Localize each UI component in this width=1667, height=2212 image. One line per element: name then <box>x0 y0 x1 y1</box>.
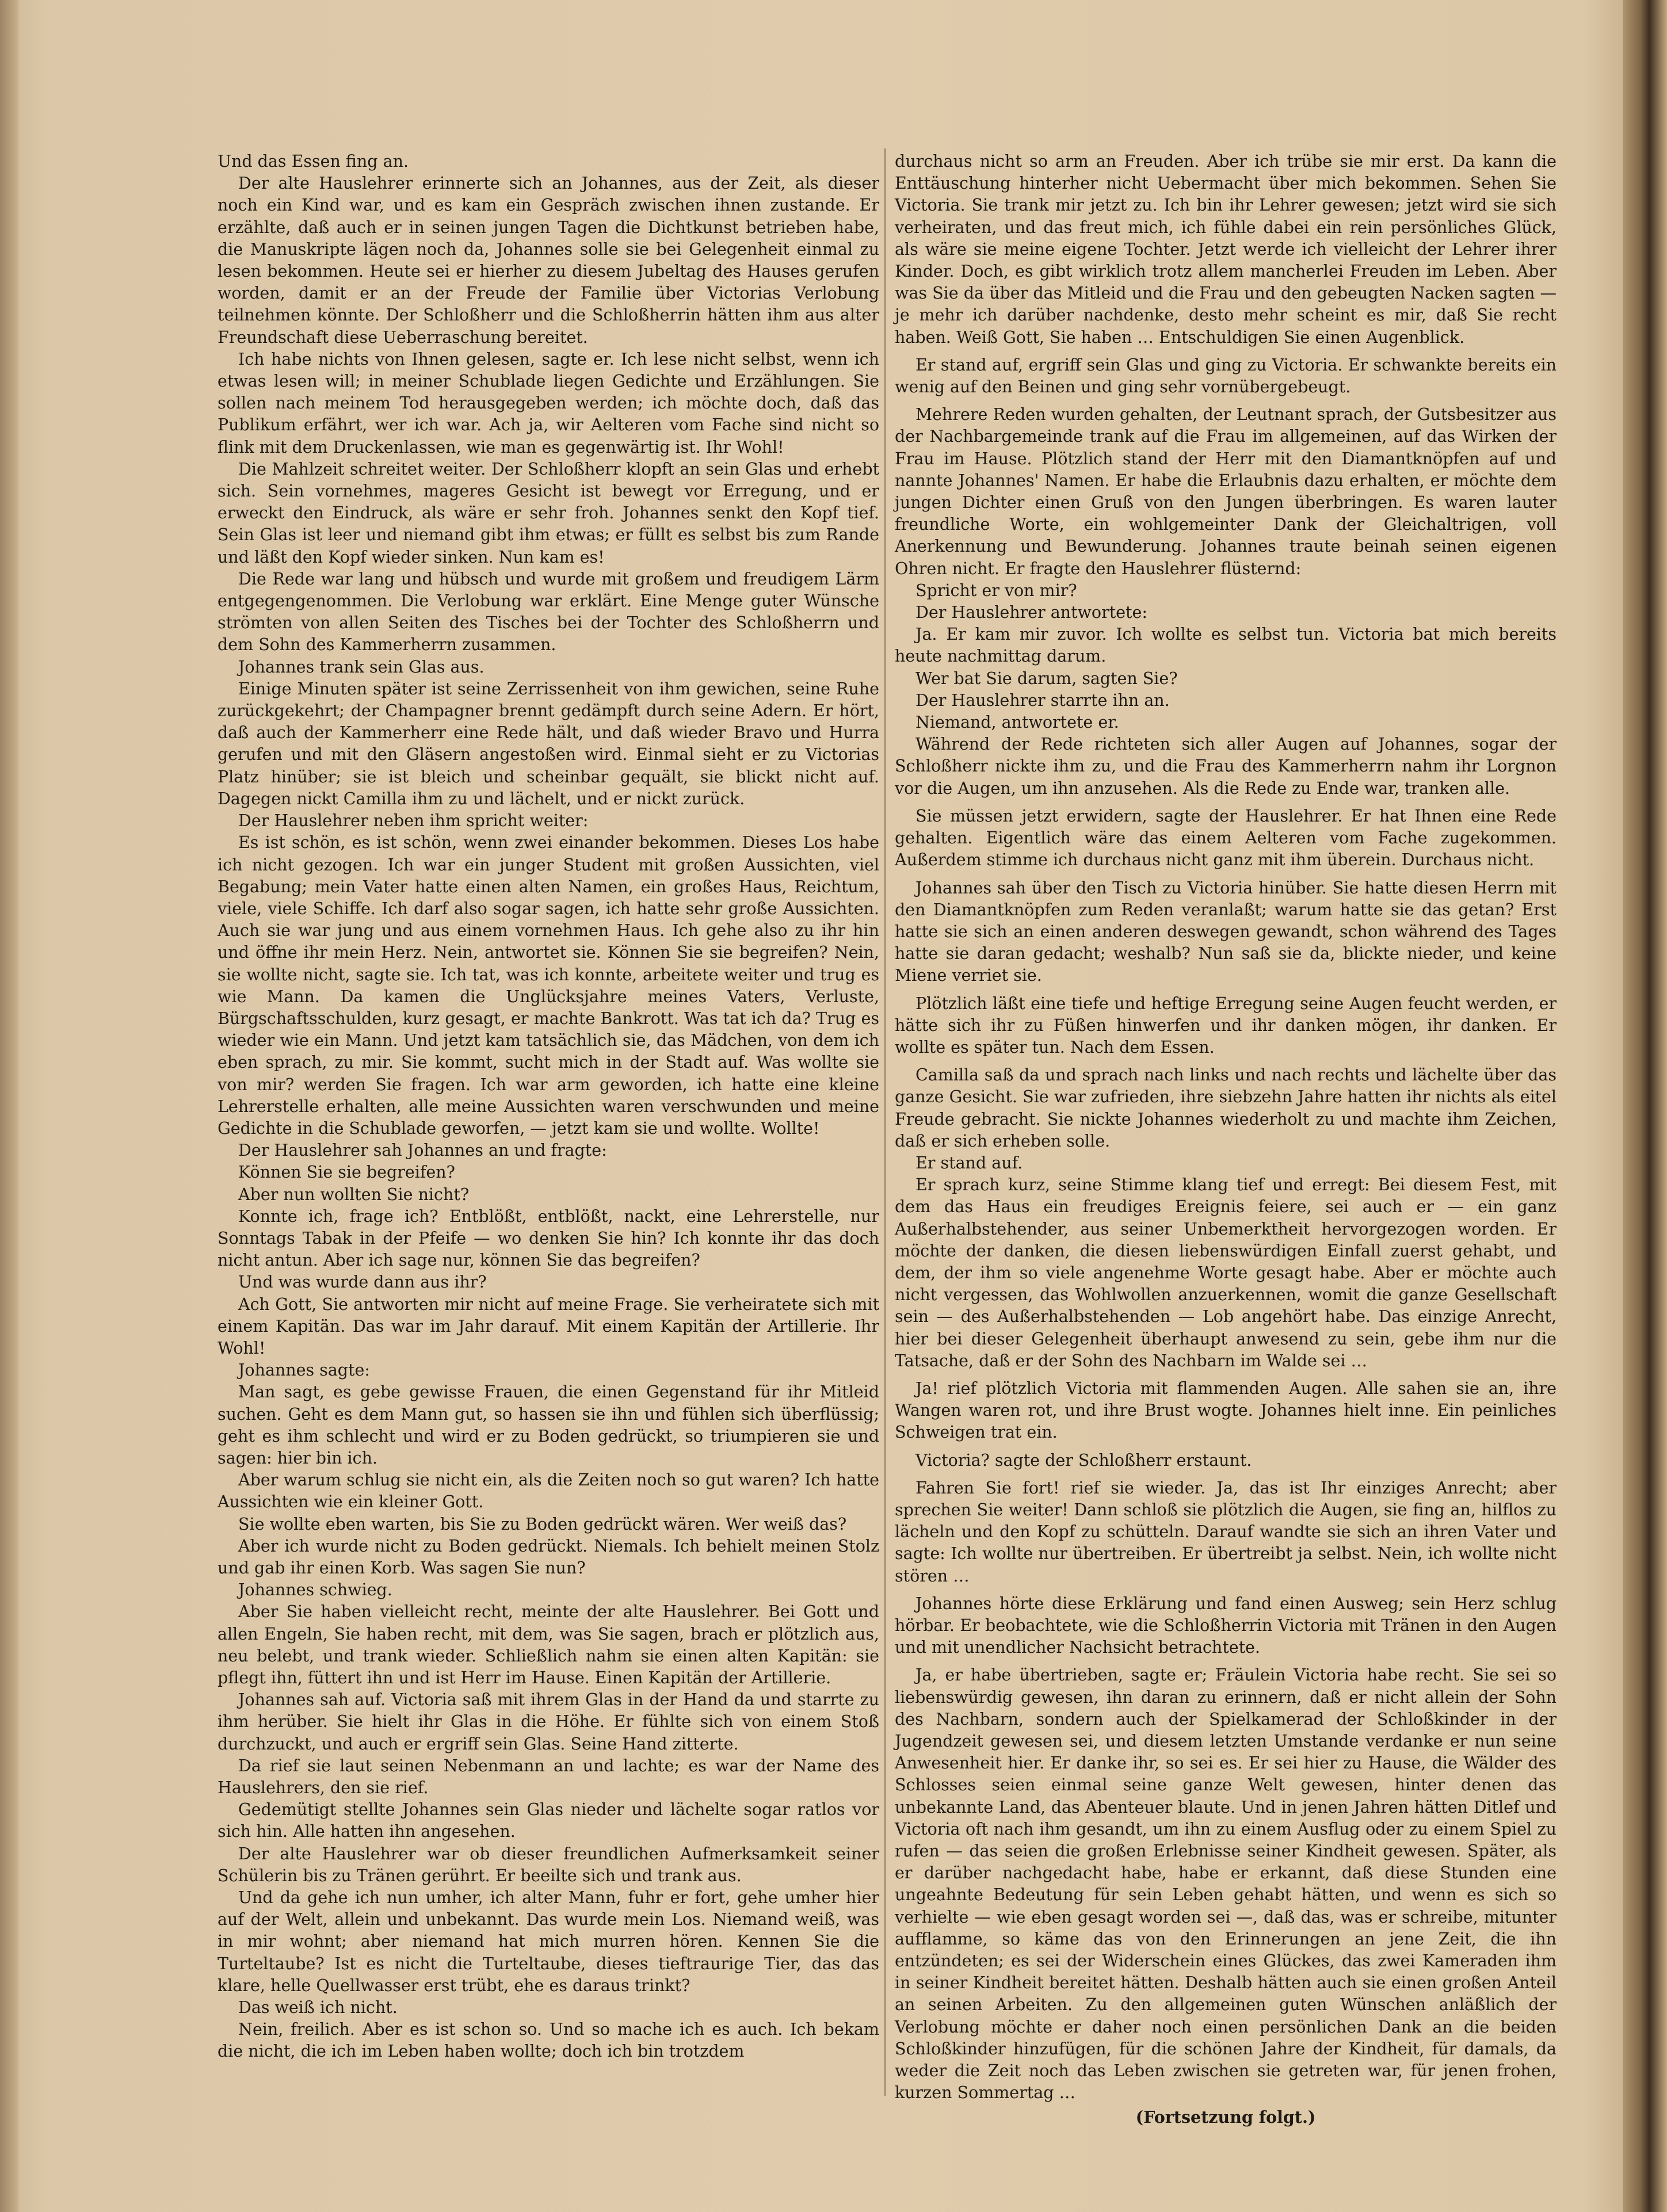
paragraph: Er sprach kurz, seine Stimme klang tief und erregt: Bei diesem Fest, mit dem das Haus ein freudiges Ereignis feiere, sei auch er — ein ganz Außerhalbstehender, aus seiner Unbemerktheit hervorgezogen worden. Er möchte der danken, die diesen liebenswürdigen Einfall zuerst gehabt, und dem, der ihm so viele angenehme Worte gesagt habe. Aber er möchte auch nicht vergessen, das Wohlwollen anzuerkennen, womit die ganze Gesellschaft sein — des Außerhalbstehenden — Lob angehört habe. Das einzige Anrecht, hier bei dieser Gelegenheit überhaupt anwesend zu sein, gebe ihm nur die Tatsache, daß er der Sohn des Nachbarn im Walde sei … <box>895 1175 1557 1370</box>
paragraph: Das weiß ich nicht. <box>238 1998 398 2018</box>
paragraph: Johannes sah über den Tisch zu Victoria hinüber. Sie hatte diesen Herrn mit den Diamantknöpfen zum Reden veranlaßt; warum hatte sie das getan? Erst hatte sie sich an einen anderen deswegen gewandt, schon während des Tages hatte sie daran gedacht; weshalb? Nun saß sie da, blickte nieder, und keine Miene verriet sie. <box>895 878 1557 985</box>
paragraph: Aber Sie haben vielleicht recht, meinte der alte Hauslehrer. Bei Gott und allen Engeln, Sie haben recht, mit dem, was Sie sagen, brach er plötzlich aus, neu belebt, und trank wieder. Schließlich nahm sie einen alten Kapitän: sie pflegt ihn, füttert ihn und ist Herr im Hause. Einen Kapitän der Artillerie. <box>218 1602 879 1688</box>
paragraph: Während der Rede richteten sich aller Augen auf Johannes, sogar der Schloßherr nickte ihm zu, und die Frau des Kammerherrn nahm ihr Lorgnon vor die Augen, um ihn anzusehen. Als die Rede zu Ende war, tranken alle. <box>895 735 1557 798</box>
paragraph: Sie müssen jetzt erwidern, sagte der Hauslehrer. Er hat Ihnen eine Rede gehalten. Eigentlich wäre das einem Aelteren vom Fache zugekommen. Außerdem stimme ich durchaus nicht ganz mit ihm überein. Durchaus nicht. <box>895 806 1557 870</box>
paragraph: Camilla saß da und sprach nach links und nach rechts und lächelte über das ganze Gesicht. Sie war zufrieden, ihre siebzehn Jahre hatten ihr nichts als eitel Freude gebracht. Sie nickte Johannes wiederholt zu und machte ihm Zeichen, daß er sich erheben solle. <box>895 1065 1557 1151</box>
paragraph: Konnte ich, frage ich? Entblößt, entblößt, nackt, eine Lehrerstelle, nur Sonntags Tabak in der Pfeife — wo denken Sie hin? Ich konnte ihr das doch nicht antun. Aber ich sage nur, können Sie das begreifen? <box>218 1206 879 1270</box>
paragraph: Und da gehe ich nun umher, ich alter Mann, fuhr er fort, gehe umher hier auf der Welt, allein und unbekannt. Das wurde mein Los. Niemand weiß, was in mir wohnt; aber niemand hat mich murren hören. Kennen Sie die Turteltaube? Ist es nicht die Turteltaube, dieses tieftraurige Tier, das das klare, helle Quellwasser erst trübt, ehe es daraus trinkt? <box>218 1888 879 1995</box>
paragraph: Ja. Er kam mir zuvor. Ich wollte es selbst tun. Victoria bat mich bereits heute nachmittag darum. <box>895 625 1557 666</box>
column-divider <box>884 148 886 2096</box>
paragraph: Ja! rief plötzlich Victoria mit flammenden Augen. Alle sahen sie an, ihre Wangen waren rot, und ihre Brust wogte. Johannes hielt inne. Ein peinliches Schweigen trat ein. <box>895 1378 1557 1442</box>
left-text-column <box>218 151 879 2063</box>
paragraph: Johannes trank sein Glas aus. <box>238 657 485 677</box>
paragraph: Ja, er habe übertrieben, sagte er; Fräulein Victoria habe recht. Sie sei so liebenswürdig gewesen, ihn daran zu erinnern, daß er nicht allein der Sohn des Nachbarn, sondern auch der Spielkamerad der Schloßkinder in der Jugendzeit gewesen sei, und diesem letzten Umstande verdanke er nun seine Anwesenheit hier. Er danke ihr, so sei es. Er sei hier zu Hause, die Wälder des Schlosses seien einmal seine ganze Welt gewesen, hinter denen das unbekannte Land, das Abenteuer blaute. Und in jenen Jahren hätten Ditlef und Victoria oft nach ihm gesandt, um ihn zu einem Ausflug oder zu einem Spiel zu rufen — das seien die großen Erlebnisse seiner Kindheit gewesen. Später, als er darüber nachgedacht habe, habe er erkannt, daß diese Stunden eine ungeahnte Bedeutung für sein Leben gehabt hätten, und wenn es sich so verhielte — wie eben gesagt worden sei —, daß das, was er schreibe, mitunter aufflamme, so käme das von den Erinnerungen an jene Zeit, die ihn entzündeten; es sei der Widerschein eines Glückes, das zwei Kameraden ihm in seiner Kindheit bereitet hätten. Deshalb hätten auch sie einen großen Anteil an seinen Arbeiten. Zu den allgemeinen guten Wünschen anläßlich der Verlobung möchte er daher noch einen persönlichen Dank an die beiden Schloßkinder hinzufügen, für die schönen Jahre der Kindheit, für damals, da weder die Zeit noch das Leben zwischen sie getreten war, für jenen frohen, kurzen Sommertag … <box>895 1665 1557 2103</box>
paragraph: durchaus nicht so arm an Freuden. Aber ich trübe sie mir erst. Da kann die Enttäuschung hinterher nicht Uebermacht über mich bekommen. Sehen Sie Victoria. Sie trank mir jetzt zu. Ich bin ihr Lehrer gewesen; jetzt wird sie sich verheiraten, und das freut mich, ich fühle dabei ein rein persönliches Glück, als wäre sie meine eigene Tochter. Jetzt werde ich vielleicht der Lehrer ihrer Kinder. Doch, es gibt wirklich trotz allem mancherlei Freuden im Leben. Aber was Sie da über das Mitleid und die Frau und den gebeugten Nacken sagten — je mehr ich darüber nachdenke, desto mehr scheint es mir, daß Sie recht haben. Weiß Gott, Sie haben … Entschuldigen Sie einen Augenblick. <box>895 152 1557 347</box>
paragraph: Fahren Sie fort! rief sie wieder. Ja, das ist Ihr einziges Anrecht; aber sprechen Sie weiter! Dann schloß sie plötzlich die Augen, sie fing an, hilflos zu lächeln und den Kopf zu schütteln. Darauf wandte sie sich an ihren Vater und sagte: Ich wollte nur übertreiben. Er übertreibt ja selbst. Nein, ich wollte nicht stören … <box>895 1478 1557 1586</box>
paragraph: Victoria? sagte der Schloßherr erstaunt. <box>915 1450 1252 1470</box>
paragraph: Können Sie sie begreifen? <box>238 1163 455 1182</box>
book-spine-edge <box>1623 0 1667 2212</box>
paragraph: Der Hauslehrer sah Johannes an und fragte: <box>238 1141 607 1160</box>
continuation-note: (Fortsetzung folgt.) <box>1135 2107 1316 2127</box>
paragraph: Aber ich wurde nicht zu Boden gedrückt. Niemals. Ich behielt meinen Stolz und gab ihr einen Korb. Was sagen Sie nun? <box>218 1536 879 1577</box>
paragraph: Und was wurde dann aus ihr? <box>238 1273 487 1292</box>
paragraph: Mehrere Reden wurden gehalten, der Leutnant sprach, der Gutsbesitzer aus der Nachbargemeinde trank auf die Frau im allgemeinen, auf das Wirken der Frau im Hause. Plötzlich stand der Herr mit den Diamantknöpfen auf und nannte Johannes' Namen. Er habe die Erlaubnis dazu erhalten, er möchte dem jungen Dichter einen Gruß von den Jungen überbringen. Es waren lauter freundliche Worte, ein wohlgemeinter Dank der Gleichaltrigen, voll Anerkennung und Bewunderung. Johannes traute beinah seinen eigenen Ohren nicht. Er fragte den Hauslehrer flüsternd: <box>895 405 1557 578</box>
paragraph: Die Rede war lang und hübsch und wurde mit großem und freudigem Lärm entgegengenommen. Die Verlobung war erklärt. Eine Menge guter Wünsche strömten von allen Seiten des Tisches bei der Tochter des Schloßherrn und dem Sohn des Kammerherrn zusammen. <box>218 569 879 655</box>
paragraph: Er stand auf. <box>915 1153 1023 1172</box>
paragraph: Johannes sagte: <box>238 1361 370 1380</box>
page-left-edge <box>0 0 18 2212</box>
paragraph: Man sagt, es gebe gewisse Frauen, die einen Gegenstand für ihr Mitleid suchen. Geht es dem Mann gut, so hassen sie ihn und fühlen sich überflüssig; geht es ihm schlecht und wird er zu Boden gedrückt, so triumpieren sie und sagen: hier bin ich. <box>218 1382 879 1468</box>
paragraph: Einige Minuten später ist seine Zerrissenheit von ihm gewichen, seine Ruhe zurückgekehrt; der Champagner brennt gedämpft durch seine Adern. Er hört, daß auch der Kammerherr eine Rede hält, und daß wieder Bravo und Hurra gerufen und mit den Gläsern angestoßen wird. Einmal sieht er zu Victorias Platz hinüber; sie ist bleich und scheinbar gequält, sie blickt nicht auf. Dagegen nickt Camilla ihm zu und lächelt, und er nickt zurück. <box>218 679 879 808</box>
paragraph: Der Hauslehrer starrte ihn an. <box>915 690 1170 710</box>
paragraph: Der Hauslehrer antwortete: <box>915 603 1147 622</box>
paragraph: Wer bat Sie darum, sagten Sie? <box>915 668 1178 688</box>
paragraph: Ach Gott, Sie antworten mir nicht auf meine Frage. Sie verheiratete sich mit einem Kapitän. Das war im Jahr darauf. Mit einem Kapitän der Artillerie. Ihr Wohl! <box>218 1294 879 1358</box>
paragraph: Plötzlich läßt eine tiefe und heftige Erregung seine Augen feucht werden, er hätte sich ihr zu Füßen hinwerfen und ihr danken mögen, ihr danken. Er wollte es später tun. Nach dem Essen. <box>895 994 1557 1057</box>
paragraph: Nein, freilich. Aber es ist schon so. Und so mache ich es auch. Ich bekam die nicht, die ich im Leben haben wollte; doch ich bin trotzdem <box>218 2020 879 2061</box>
paragraph: Der alte Hauslehrer war ob dieser freundlichen Aufmerksamkeit seiner Schülerin bis zu Tränen gerührt. Er beeilte sich und trank aus. <box>218 1844 879 1885</box>
right-text-column <box>895 151 1557 2129</box>
paragraph: Er stand auf, ergriff sein Glas und ging zu Victoria. Er schwankte bereits ein wenig auf den Beinen und ging sehr vornübergebeugt. <box>895 355 1557 397</box>
paragraph: Es ist schön, es ist schön, wenn zwei einander bekommen. Dieses Los habe ich nicht gezogen. Ich war ein junger Student mit großen Aussichten, viel Begabung; mein Vater hatte einen alten Namen, ein großes Haus, Reichtum, viele, viele Schiffe. Ich darf also sogar sagen, ich hatte sehr große Aussichten. Auch sie war jung und aus einem vornehmen Haus. Ich gehe also zu ihr hin und öffne ihr mein Herz. Nein, antwortet sie. Können Sie sie begreifen? Nein, sie wollte nicht, sagte sie. Ich tat, was ich konnte, arbeitete weiter und trug es wie Mann. Da kamen die Unglücksjahre meines Vaters, Verluste, Bürgschaftsschulden, kurz gesagt, er machte Bankrott. Was tat ich da? Trug es wieder wie ein Mann. Und jetzt kam tatsächlich sie, das Mädchen, von dem ich eben sprach, zu mir. Sie kommt, sucht mich in der Stadt auf. Was wollte sie von mir? werden Sie fragen. Ich war arm geworden, ich hatte eine kleine Lehrerstelle erhalten, alle meine Aussichten waren verschwunden und meine Gedichte in die Schublade geworfen, — jetzt kam sie und wollte. Wollte! <box>218 833 879 1138</box>
paragraph: Johannes schwieg. <box>238 1580 392 1600</box>
paragraph: Johannes sah auf. Victoria saß mit ihrem Glas in der Hand da und starrte zu ihm herüber. Sie hielt ihr Glas in die Höhe. Er fühlte sich von einem Stoß durchzuckt, und auch er ergriff sein Glas. Seine Hand zitterte. <box>218 1690 879 1753</box>
paragraph: Niemand, antwortete er. <box>915 713 1119 732</box>
paragraph: Ich habe nichts von Ihnen gelesen, sagte er. Ich lese nicht selbst, wenn ich etwas lesen will; in meiner Schublade liegen Gedichte und Erzählungen. Sie sollen nach meinem Tod herausgegeben werden; ich möchte doch, daß das Publikum erfährt, wer ich war. Ach ja, wir Aelteren vom Fache sind nicht so flink mit dem Druckenlassen, wie man es gegenwärtig ist. Ihr Wohl! <box>218 349 879 457</box>
paragraph: Aber nun wollten Sie nicht? <box>238 1185 470 1204</box>
paragraph: Da rief sie laut seinen Nebenmann an und lachte; es war der Name des Hauslehrers, den sie rief. <box>218 1756 879 1798</box>
paragraph: Und das Essen fing an. <box>218 152 409 171</box>
paragraph: Sie wollte eben warten, bis Sie zu Boden gedrückt wären. Wer weiß das? <box>238 1514 847 1534</box>
paragraph: Die Mahlzeit schreitet weiter. Der Schloßherr klopft an sein Glas und erhebt sich. Sein vornehmes, mageres Gesicht ist bewegt vor Erregung, und er erweckt den Eindruck, als wäre er sehr froh. Johannes senkt den Kopf tief. Sein Glas ist leer und niemand gibt ihm etwas; er füllt es selbst bis zum Rande und läßt den Kopf wieder sinken. Nun kam es! <box>218 459 879 567</box>
paragraph: Johannes hörte diese Erklärung und fand einen Ausweg; sein Herz schlug hörbar. Er beobachtete, wie die Schloßherrin Victoria mit Tränen in den Augen und mit unendlicher Nachsicht betrachtete. <box>895 1594 1557 1657</box>
paragraph: Der alte Hauslehrer erinnerte sich an Johannes, aus der Zeit, als dieser noch ein Kind war, und es kam ein Gespräch zwischen ihnen zustande. Er erzählte, daß auch er in seinen jungen Tagen die Dichtkunst betrieben habe, die Manuskripte lägen noch da, Johannes solle sie bei Gelegenheit einmal zu lesen bekommen. Heute sei er hierher zu diesem Jubeltag des Hauses gerufen worden, damit er an der Freude der Familie über Victorias Verlobung teilnehmen könnte. Der Schloßherr und die Schloßherrin hätten ihm aus alter Freundschaft diese Ueberraschung bereitet. <box>218 174 879 347</box>
paragraph: Gedemütigt stellte Johannes sein Glas nieder und lächelte sogar ratlos vor sich hin. Alle hatten ihn angesehen. <box>218 1800 879 1842</box>
paragraph: Aber warum schlug sie nicht ein, als die Zeiten noch so gut waren? Ich hatte Aussichten wie ein kleiner Gott. <box>218 1470 879 1512</box>
paragraph: Der Hauslehrer neben ihm spricht weiter: <box>238 811 589 831</box>
paragraph: Spricht er von mir? <box>915 580 1077 600</box>
